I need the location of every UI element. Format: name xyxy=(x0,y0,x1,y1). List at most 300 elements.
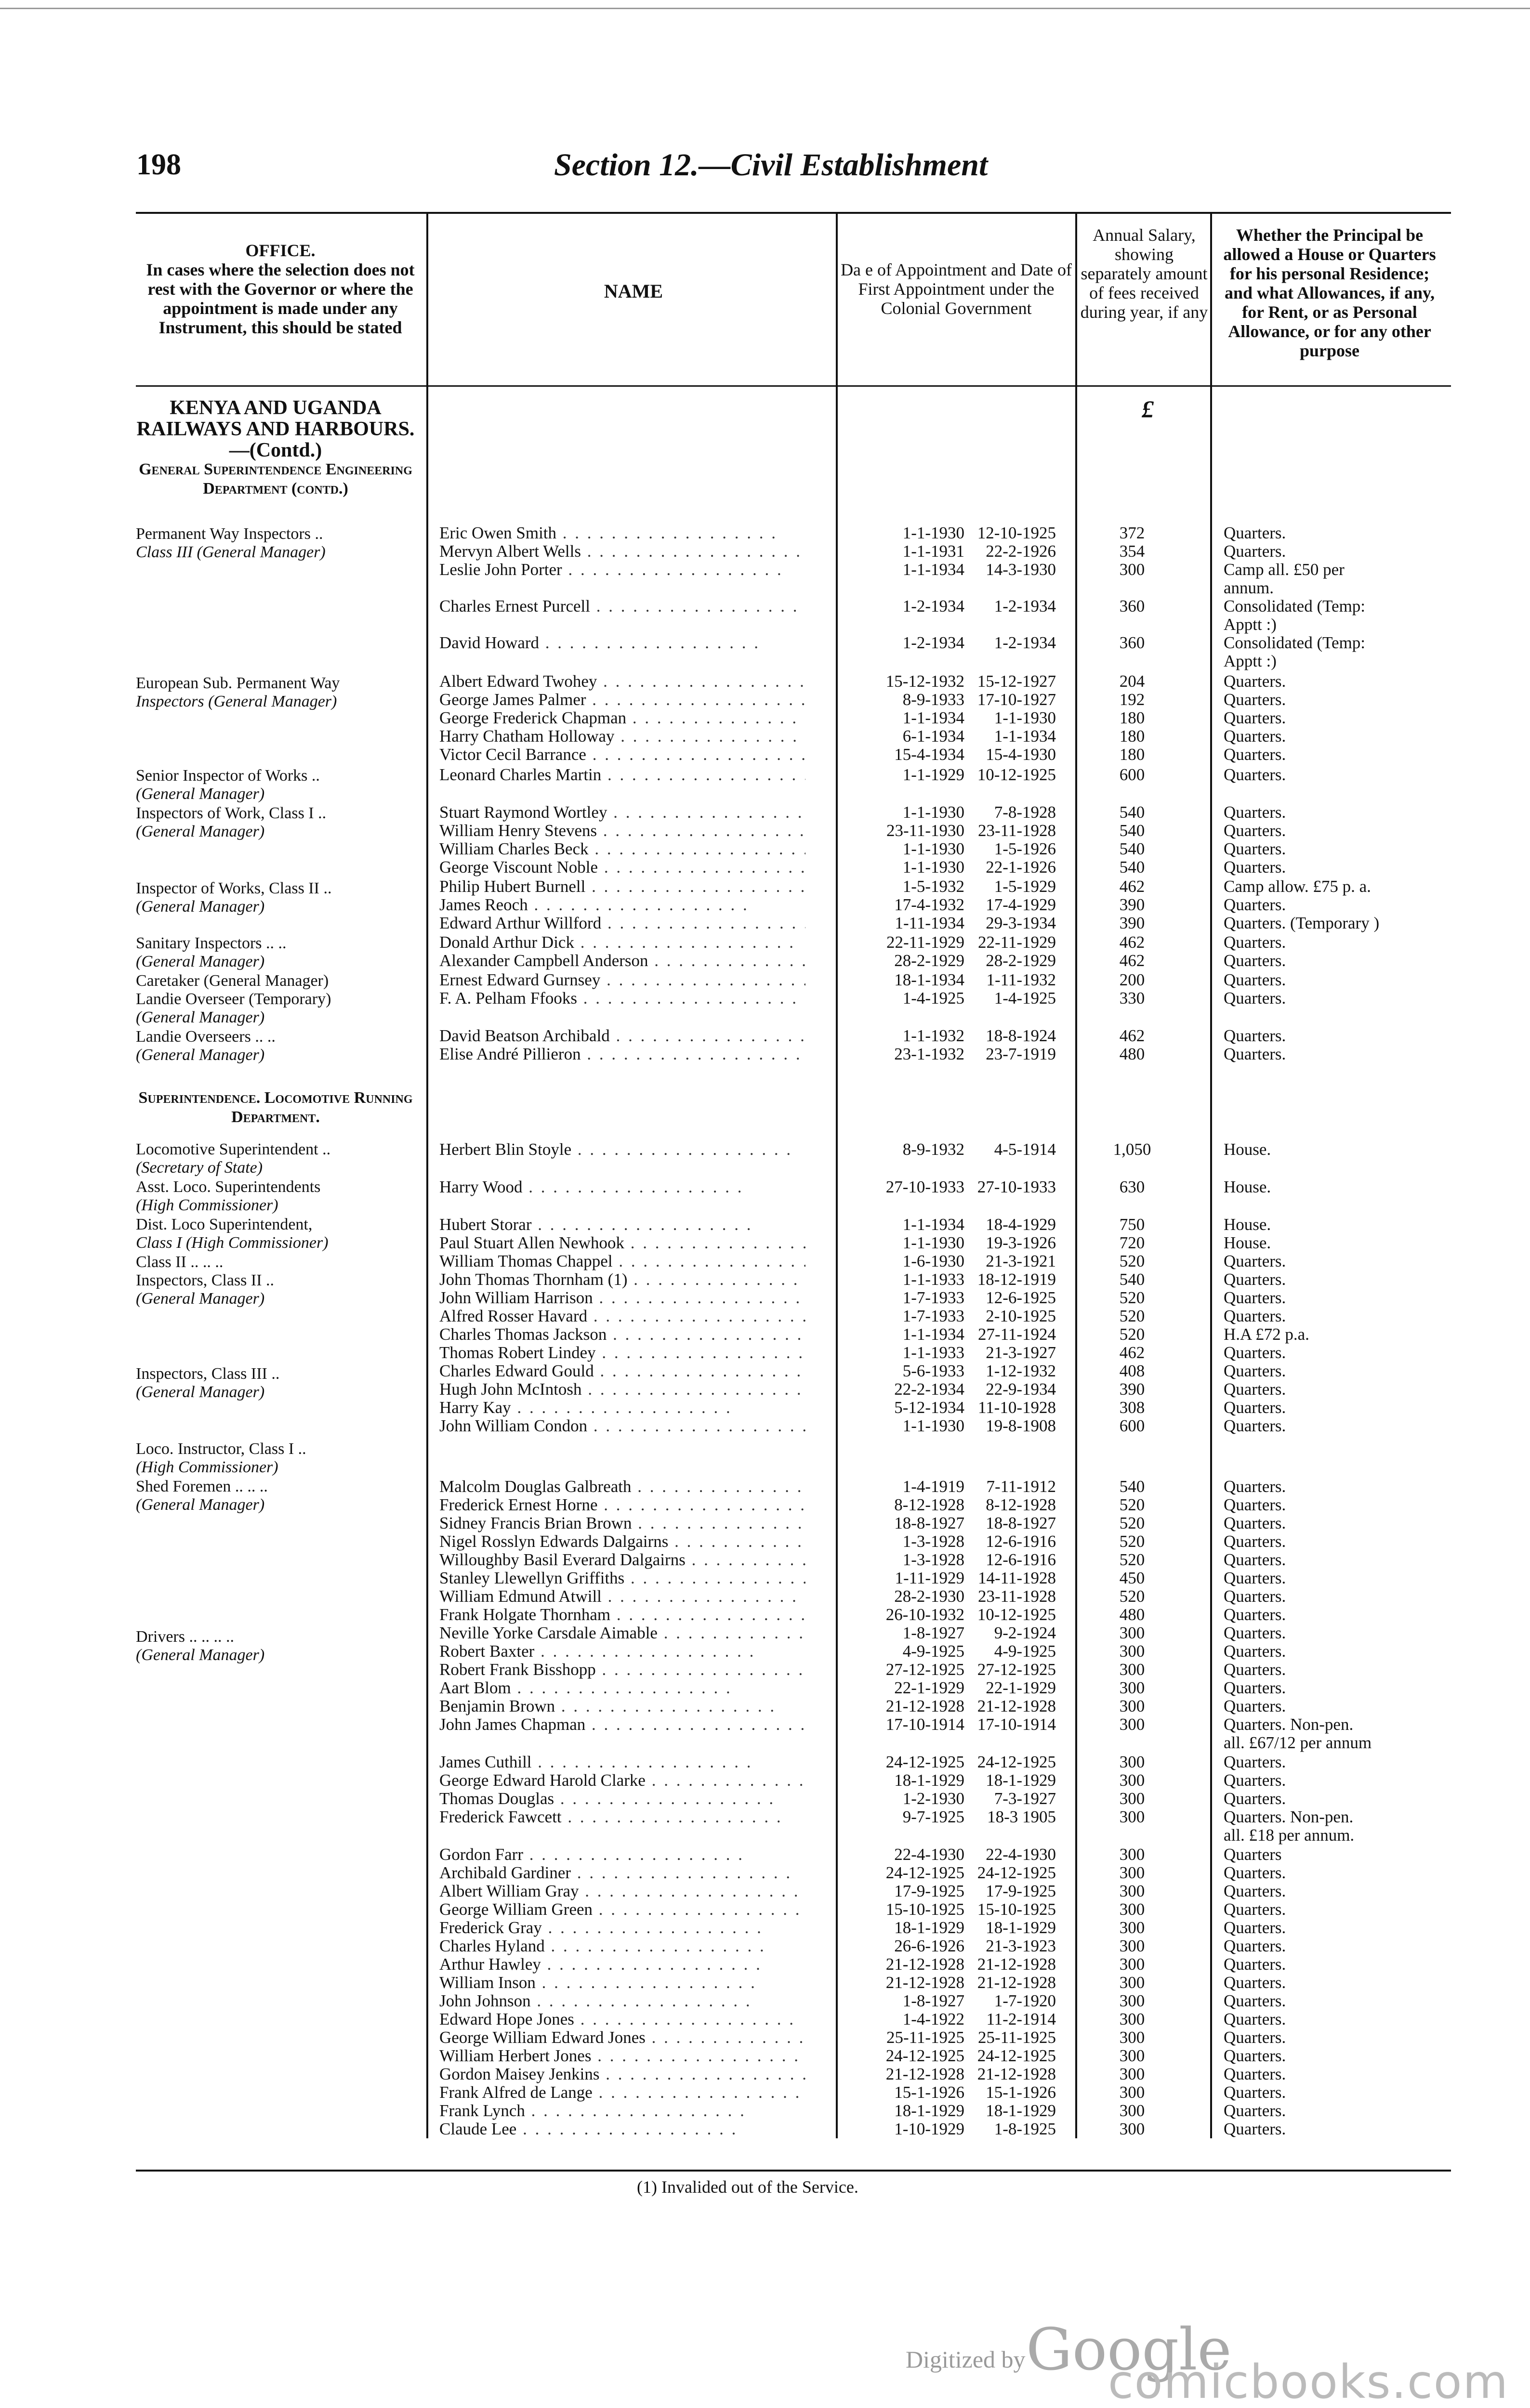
first-appointment-date: 11-10-1928 xyxy=(977,1398,1056,1417)
quarters-remark: Quarters. xyxy=(1224,1569,1286,1587)
annual-salary: 520 xyxy=(1119,1495,1145,1514)
annual-salary: 520 xyxy=(1119,1532,1145,1551)
staff-name: William Edmund Atwill . . xyxy=(439,1587,805,1606)
quarters-remark: Quarters. xyxy=(1224,895,1286,914)
table-row xyxy=(0,1478,1530,1496)
staff-name: Albert William Gray . . xyxy=(439,1882,805,1900)
table-row xyxy=(0,1045,1530,1063)
first-appointment-date: 17-4-1929 xyxy=(986,895,1056,914)
appointment-date: 1-7-1933 xyxy=(902,1288,964,1307)
table-row xyxy=(0,1496,1530,1514)
staff-name: F. A. Pelham Ffooks . . xyxy=(439,989,805,1008)
quarters-remark: Quarters. xyxy=(1224,1252,1286,1270)
annual-salary: 462 xyxy=(1119,1026,1145,1045)
office-label: Locomotive Superintendent .. (Secretary of State) xyxy=(136,1140,331,1177)
top-scan-line xyxy=(0,0,1530,9)
table-row xyxy=(0,633,1530,670)
first-appointment-date: 1-12-1932 xyxy=(986,1361,1056,1380)
staff-name: James Reoch . . xyxy=(439,896,805,914)
appointment-date: 9-7-1925 xyxy=(902,1807,964,1826)
quarters-remark: Quarters. xyxy=(1224,1026,1286,1045)
quarters-remark: Quarters. xyxy=(1224,1416,1286,1435)
first-appointment-date: 28-2-1929 xyxy=(986,951,1056,970)
table-row xyxy=(0,1715,1530,1752)
first-appointment-date: 21-12-1928 xyxy=(977,1955,1056,1974)
quarters-remark: Quarters. xyxy=(1224,727,1286,746)
staff-name: Ernest Edward Gurnsey . . xyxy=(439,971,805,989)
first-appointment-date: 18-4-1929 xyxy=(986,1215,1056,1234)
staff-name: William Inson . . xyxy=(439,1974,805,1992)
first-appointment-date: 1-7-1920 xyxy=(994,1991,1056,2010)
quarters-remark: H.A £72 p.a. xyxy=(1224,1325,1309,1344)
staff-name: George William Green . . xyxy=(439,1900,805,1919)
appointment-date: 23-11-1930 xyxy=(886,821,964,840)
quarters-remark: Quarters. xyxy=(1224,1642,1286,1661)
table-bottom-rule xyxy=(136,2170,1451,2172)
appointment-date: 1-4-1922 xyxy=(902,2010,964,2028)
first-appointment-date: 1-4-1925 xyxy=(994,989,1056,1008)
first-appointment-date: 4-9-1925 xyxy=(994,1642,1056,1661)
staff-name: Claude Lee . . xyxy=(439,2120,805,2138)
staff-name: David Beatson Archibald . . xyxy=(439,1027,805,1045)
first-appointment-date: 1-8-1925 xyxy=(994,2120,1056,2138)
first-appointment-date: 24-12-1925 xyxy=(977,1753,1056,1771)
table-row xyxy=(0,1380,1530,1399)
table-row xyxy=(0,822,1530,840)
appointment-date: 6-1-1934 xyxy=(902,727,964,746)
quarters-remark: Quarters. xyxy=(1224,1532,1286,1551)
quarters-remark: Quarters. xyxy=(1224,672,1286,691)
staff-name: Robert Baxter . . xyxy=(439,1642,805,1661)
quarters-remark-continued: annum. xyxy=(1224,578,1274,597)
office-label: Inspectors of Work, Class I .. (General Manager) xyxy=(136,804,327,840)
appointment-date: 8-12-1928 xyxy=(894,1495,964,1514)
annual-salary: 192 xyxy=(1119,690,1145,709)
first-appointment-date: 27-10-1933 xyxy=(977,1178,1056,1196)
quarters-remark: Quarters. (Temporary ) xyxy=(1224,914,1380,932)
table-row xyxy=(0,1919,1530,1937)
quarters-remark: Quarters. xyxy=(1224,1918,1286,1937)
annual-salary: 300 xyxy=(1119,560,1145,579)
first-appointment-date: 22-1-1926 xyxy=(986,858,1056,877)
annual-salary: 300 xyxy=(1119,1697,1145,1715)
quarters-remark: Quarters. xyxy=(1224,1973,1286,1992)
annual-salary: 300 xyxy=(1119,1937,1145,1955)
office-label: Inspectors, Class II .. (General Manager) xyxy=(136,1271,275,1308)
quarters-remark: Quarters. xyxy=(1224,2046,1286,2065)
table-row xyxy=(0,1532,1530,1551)
staff-name: Gordon Farr . . xyxy=(439,1845,805,1864)
first-appointment-date: 1-1-1934 xyxy=(994,727,1056,746)
appointment-date: 17-10-1914 xyxy=(885,1715,964,1734)
staff-name: Charles Ernest Purcell . . xyxy=(439,597,805,615)
table-row xyxy=(0,2065,1530,2083)
annual-salary: 480 xyxy=(1119,1605,1145,1624)
annual-salary: 354 xyxy=(1119,542,1145,561)
quarters-remark: House. xyxy=(1224,1233,1271,1252)
quarters-remark: House. xyxy=(1224,1178,1271,1196)
table-row xyxy=(0,1955,1530,1974)
table-row xyxy=(0,877,1530,896)
office-label: Asst. Loco. Superintendents (High Commissioner) xyxy=(136,1178,321,1214)
section-heading-engineering: General Superintendence Engineering Department (contd.) xyxy=(139,460,412,497)
appointment-date: 1-1-1934 xyxy=(902,560,964,579)
quarters-remark: Quarters. xyxy=(1224,523,1286,542)
site-watermark: comicbooks.com xyxy=(1108,2355,1509,2408)
quarters-remark: Quarters. xyxy=(1224,933,1286,952)
quarters-remark: Quarters. xyxy=(1224,1771,1286,1790)
staff-name: James Cuthill . . xyxy=(439,1753,805,1771)
table-row xyxy=(0,1807,1530,1845)
staff-name: Charles Thomas Jackson . . xyxy=(439,1325,805,1344)
quarters-remark: Quarters. xyxy=(1224,1623,1286,1642)
first-appointment-date: 12-6-1916 xyxy=(986,1550,1056,1569)
quarters-remark: Quarters. xyxy=(1224,858,1286,877)
appointment-date: 1-10-1929 xyxy=(894,2120,964,2138)
table-row xyxy=(0,1661,1530,1679)
office-label: Loco. Instructor, Class I .. (High Commissioner) xyxy=(136,1440,306,1476)
quarters-remark: House. xyxy=(1224,1140,1271,1159)
annual-salary: 720 xyxy=(1119,1233,1145,1252)
quarters-remark: Quarters. xyxy=(1224,1660,1286,1679)
annual-salary: 300 xyxy=(1119,1715,1145,1734)
table-row xyxy=(0,691,1530,709)
staff-name: Frank Alfred de Lange . . xyxy=(439,2083,805,2102)
quarters-remark: Quarters. xyxy=(1224,2010,1286,2028)
annual-salary: 300 xyxy=(1119,2120,1145,2138)
staff-name: Malcolm Douglas Galbreath . . xyxy=(439,1478,805,1496)
table-row xyxy=(0,727,1530,746)
first-appointment-date: 4-5-1914 xyxy=(994,1140,1056,1159)
quarters-remark: Quarters. xyxy=(1224,821,1286,840)
appointment-date: 22-2-1934 xyxy=(894,1380,964,1399)
appointment-date: 21-12-1928 xyxy=(885,2065,964,2083)
table-row xyxy=(0,1937,1530,1955)
table-row xyxy=(0,803,1530,822)
table-row xyxy=(0,1642,1530,1661)
table-row xyxy=(0,2120,1530,2138)
annual-salary: 300 xyxy=(1119,1882,1145,1900)
staff-name: Sidney Francis Brian Brown . . xyxy=(439,1514,805,1532)
annual-salary: 300 xyxy=(1119,1642,1145,1661)
quarters-remark: Consolidated (Temp: xyxy=(1224,633,1366,652)
table-row xyxy=(0,2047,1530,2065)
table-row xyxy=(0,989,1530,1008)
first-appointment-date: 23-7-1919 xyxy=(986,1045,1056,1063)
footnote: (1) Invalided out of the Service. xyxy=(637,2177,858,2197)
first-appointment-date: 17-9-1925 xyxy=(986,1882,1056,1900)
appointment-date: 5-12-1934 xyxy=(894,1398,964,1417)
first-appointment-date: 15-10-1925 xyxy=(977,1900,1056,1919)
quarters-remark: Quarters. xyxy=(1224,989,1286,1008)
annual-salary: 750 xyxy=(1119,1215,1145,1234)
first-appointment-date: 9-2-1924 xyxy=(994,1623,1056,1642)
table-row xyxy=(0,858,1530,877)
first-appointment-date: 15-4-1930 xyxy=(986,745,1056,764)
quarters-remark: Quarters. xyxy=(1224,839,1286,858)
table-row xyxy=(0,933,1530,952)
appointment-date: 21-12-1928 xyxy=(885,1955,964,1974)
table-row xyxy=(0,1417,1530,1435)
appointment-date: 18-1-1929 xyxy=(894,1918,964,1937)
annual-salary: 540 xyxy=(1119,858,1145,877)
first-appointment-date: 15-1-1926 xyxy=(986,2083,1056,2102)
quarters-remark: Quarters. xyxy=(1224,1937,1286,1955)
first-appointment-date: 7-11-1912 xyxy=(986,1477,1056,1496)
table-row xyxy=(0,952,1530,970)
table-row xyxy=(0,1178,1530,1196)
annual-salary: 200 xyxy=(1119,970,1145,989)
appointment-date: 17-9-1925 xyxy=(894,1882,964,1900)
staff-name: Frank Lynch . . xyxy=(439,2102,805,2120)
table-row xyxy=(0,1679,1530,1697)
staff-name: Aart Blom . . xyxy=(439,1679,805,1697)
first-appointment-date: 18-3 1905 xyxy=(987,1807,1056,1826)
staff-name: Frederick Fawcett . . xyxy=(439,1808,805,1826)
staff-name: Nigel Rosslyn Edwards Dalgairns . . xyxy=(439,1532,805,1551)
table-row xyxy=(0,1974,1530,1992)
appointment-date: 1-1-1934 xyxy=(902,708,964,727)
staff-name: Edward Hope Jones . . xyxy=(439,2010,805,2028)
staff-name: Harry Wood . . xyxy=(439,1178,805,1196)
first-appointment-date: 8-12-1928 xyxy=(986,1495,1056,1514)
table-row xyxy=(0,1992,1530,2010)
appointment-date: 22-4-1930 xyxy=(894,1845,964,1864)
quarters-remark: Quarters. xyxy=(1224,1380,1286,1399)
staff-name: Hubert Storar . . xyxy=(439,1216,805,1234)
quarters-remark: Quarters. xyxy=(1224,1550,1286,1569)
quarters-remark: Camp allow. £75 p. a. xyxy=(1224,877,1371,896)
table-row xyxy=(0,560,1530,597)
appointment-date: 1-4-1919 xyxy=(902,1477,964,1496)
first-appointment-date: 18-12-1919 xyxy=(977,1270,1056,1289)
annual-salary: 450 xyxy=(1119,1569,1145,1587)
appointment-date: 1-1-1930 xyxy=(902,858,964,877)
appointment-date: 15-10-1925 xyxy=(885,1900,964,1919)
staff-name: Arthur Hawley . . xyxy=(439,1955,805,1974)
appointment-date: 23-1-1932 xyxy=(894,1045,964,1063)
annual-salary: 300 xyxy=(1119,1991,1145,2010)
first-appointment-date: 15-12-1927 xyxy=(977,672,1056,691)
table-row xyxy=(0,746,1530,764)
quarters-remark: Quarters. Non-pen. xyxy=(1224,1807,1354,1826)
table-row xyxy=(0,1289,1530,1307)
quarters-remark: Quarters. xyxy=(1224,1789,1286,1808)
first-appointment-date: 1-5-1926 xyxy=(994,839,1056,858)
appointment-date: 1-8-1927 xyxy=(902,1623,964,1642)
table-row xyxy=(0,2102,1530,2120)
quarters-remark: Quarters. xyxy=(1224,2065,1286,2083)
quarters-remark: Quarters. xyxy=(1224,1514,1286,1532)
quarters-remark: Quarters. xyxy=(1224,1991,1286,2010)
table-row xyxy=(0,1771,1530,1790)
table-row xyxy=(0,1569,1530,1587)
quarters-remark: Quarters. xyxy=(1224,745,1286,764)
office-label: Senior Inspector of Works .. (General Manager) xyxy=(136,767,320,803)
table-row xyxy=(0,1216,1530,1234)
appointment-date: 22-11-1929 xyxy=(886,933,964,952)
staff-name: Harry Chatham Holloway . . xyxy=(439,727,805,746)
table-row xyxy=(0,896,1530,914)
appointment-date: 4-9-1925 xyxy=(902,1642,964,1661)
staff-name: Neville Yorke Carsdale Aimable . . xyxy=(439,1624,805,1642)
appointment-date: 26-6-1926 xyxy=(894,1937,964,1955)
quarters-remark: Quarters. xyxy=(1224,951,1286,970)
table-row xyxy=(0,542,1530,561)
table-row xyxy=(0,971,1530,989)
first-appointment-date: 22-9-1934 xyxy=(986,1380,1056,1399)
annual-salary: 600 xyxy=(1119,1416,1145,1435)
staff-name: George James Palmer . . xyxy=(439,691,805,709)
appointment-date: 27-10-1933 xyxy=(885,1178,964,1196)
table-row xyxy=(0,1900,1530,1919)
office-label: Shed Foremen .. .. .. (General Manager) xyxy=(136,1478,268,1514)
annual-salary: 540 xyxy=(1119,839,1145,858)
table-row xyxy=(0,1027,1530,1045)
first-appointment-date: 11-2-1914 xyxy=(986,2010,1056,2028)
quarters-remark: Quarters. xyxy=(1224,1587,1286,1606)
staff-name: Charles Edward Gould . . xyxy=(439,1362,805,1380)
annual-salary: 540 xyxy=(1119,821,1145,840)
appointment-date: 1-3-1928 xyxy=(902,1550,964,1569)
staff-name: Leslie John Porter . . xyxy=(439,561,805,579)
staff-name: George Edward Harold Clarke . . xyxy=(439,1771,805,1790)
first-appointment-date: 27-12-1925 xyxy=(977,1660,1056,1679)
quarters-remark: Quarters. xyxy=(1224,1697,1286,1715)
annual-salary: 300 xyxy=(1119,1863,1145,1882)
first-appointment-date: 23-11-1928 xyxy=(977,821,1056,840)
annual-salary: 462 xyxy=(1119,1343,1145,1362)
quarters-remark: Quarters. xyxy=(1224,1045,1286,1063)
annual-salary: 300 xyxy=(1119,1900,1145,1919)
annual-salary: 300 xyxy=(1119,2083,1145,2102)
appointment-date: 27-12-1925 xyxy=(885,1660,964,1679)
staff-name: John James Chapman . . xyxy=(439,1715,805,1734)
appointment-date: 1-11-1929 xyxy=(895,1569,964,1587)
annual-salary: 300 xyxy=(1119,2046,1145,2065)
table-row xyxy=(0,1845,1530,1864)
first-appointment-date: 2-10-1925 xyxy=(986,1307,1056,1325)
appointment-date: 25-11-1925 xyxy=(886,2028,964,2047)
column-header-office: OFFICE. In cases where the selection does not rest with the Governor or where the appointment is made under any Instrument, this should be stated xyxy=(146,241,415,337)
table-row xyxy=(0,766,1530,784)
annual-salary: 300 xyxy=(1119,1973,1145,1992)
first-appointment-date: 18-1-1929 xyxy=(986,2101,1056,2120)
staff-name: Edward Arthur Willford . . xyxy=(439,914,805,932)
table-row xyxy=(0,1882,1530,1900)
quarters-remark: Camp all. £50 per xyxy=(1224,560,1345,579)
section-heading-locomotive: Superintendence. Locomotive Running Department. xyxy=(138,1089,413,1126)
quarters-remark: House. xyxy=(1224,1215,1271,1234)
table-row xyxy=(0,1344,1530,1362)
appointment-date: 1-4-1925 xyxy=(902,989,964,1008)
staff-name: Victor Cecil Barrance . . xyxy=(439,746,805,764)
staff-name: Frederick Gray . . xyxy=(439,1919,805,1937)
staff-name: Eric Owen Smith . . xyxy=(439,524,805,542)
annual-salary: 204 xyxy=(1119,672,1145,691)
first-appointment-date: 22-4-1930 xyxy=(986,1845,1056,1864)
annual-salary: 300 xyxy=(1119,1845,1145,1864)
table-row xyxy=(0,1606,1530,1624)
first-appointment-date: 24-12-1925 xyxy=(977,2046,1056,2065)
table-row xyxy=(0,1362,1530,1380)
quarters-remark: Quarters. xyxy=(1224,542,1286,561)
appointment-date: 1-1-1930 xyxy=(902,523,964,542)
appointment-date: 1-1-1932 xyxy=(902,1026,964,1045)
appointment-date: 1-1-1929 xyxy=(902,765,964,784)
office-label: Inspectors, Class III .. (General Manager) xyxy=(136,1365,280,1401)
staff-name: Archibald Gardiner . . xyxy=(439,1864,805,1882)
appointment-date: 1-1-1931 xyxy=(902,542,964,561)
table-row xyxy=(0,1307,1530,1325)
annual-salary: 300 xyxy=(1119,1789,1145,1808)
staff-name: Albert Edward Twohey . . xyxy=(439,672,805,691)
quarters-remark: Quarters. xyxy=(1224,970,1286,989)
table-row xyxy=(0,2028,1530,2047)
currency-symbol: £ xyxy=(1142,395,1154,422)
annual-salary: 300 xyxy=(1119,1918,1145,1937)
first-appointment-date: 17-10-1914 xyxy=(977,1715,1056,1734)
staff-name: Herbert Blin Stoyle . . xyxy=(439,1140,805,1159)
first-appointment-date: 19-3-1926 xyxy=(986,1233,1056,1252)
appointment-date: 18-1-1929 xyxy=(894,2101,964,2120)
annual-salary: 300 xyxy=(1119,1807,1145,1826)
office-label: Class II .. .. .. xyxy=(136,1253,224,1271)
quarters-remark: Quarters. xyxy=(1224,1477,1286,1496)
annual-salary: 540 xyxy=(1119,1270,1145,1289)
annual-salary: 390 xyxy=(1119,914,1145,932)
first-appointment-date: 14-11-1928 xyxy=(977,1569,1056,1587)
table-top-rule xyxy=(136,212,1451,214)
quarters-remark: Consolidated (Temp: xyxy=(1224,597,1366,615)
appointment-date: 1-1-1933 xyxy=(902,1270,964,1289)
first-appointment-date: 1-2-1934 xyxy=(994,597,1056,615)
first-appointment-date: 1-2-1934 xyxy=(994,633,1056,652)
quarters-remark: Quarters. xyxy=(1224,2120,1286,2138)
table-row xyxy=(0,1514,1530,1532)
staff-name: Hugh John McIntosh . . xyxy=(439,1380,805,1399)
office-label: Permanent Way Inspectors .. Class III (General Manager) xyxy=(136,525,326,561)
annual-salary: 390 xyxy=(1119,1380,1145,1399)
annual-salary: 462 xyxy=(1119,933,1145,952)
appointment-date: 28-2-1929 xyxy=(894,951,964,970)
appointment-date: 1-8-1927 xyxy=(902,1991,964,2010)
page-title: Section 12.—Civil Establishment xyxy=(554,147,988,183)
first-appointment-date: 12-10-1925 xyxy=(977,523,1056,542)
appointment-date: 5-6-1933 xyxy=(902,1361,964,1380)
appointment-date: 1-1-1934 xyxy=(902,1215,964,1234)
quarters-remark: Quarters. xyxy=(1224,708,1286,727)
quarters-remark: Quarters. xyxy=(1224,1270,1286,1289)
appointment-date: 1-1-1930 xyxy=(902,839,964,858)
quarters-remark: Quarters. xyxy=(1224,1955,1286,1974)
annual-salary: 600 xyxy=(1119,765,1145,784)
office-label: Landie Overseer (Temporary) (General Manager) xyxy=(136,990,331,1026)
quarters-remark: Quarters. xyxy=(1224,2101,1286,2120)
first-appointment-date: 14-3-1930 xyxy=(986,560,1056,579)
annual-salary: 520 xyxy=(1119,1587,1145,1606)
annual-salary: 300 xyxy=(1119,2010,1145,2028)
quarters-remark: Quarters. xyxy=(1224,1307,1286,1325)
first-appointment-date: 23-11-1928 xyxy=(977,1587,1056,1606)
appointment-date: 24-12-1925 xyxy=(885,1753,964,1771)
column-header-residence: Whether the Principal be allowed a House or Quarters for his personal Residence; and what Allowances, if any, for Rent, or as Personal Allowance, or for any other purpose xyxy=(1223,225,1436,360)
annual-salary: 1,050 xyxy=(1113,1140,1151,1159)
office-label: Drivers .. .. .. .. (General Manager) xyxy=(136,1628,265,1664)
appointment-date: 28-2-1930 xyxy=(894,1587,964,1606)
quarters-remark: Quarters. xyxy=(1224,2028,1286,2047)
first-appointment-date: 7-3-1927 xyxy=(994,1789,1056,1808)
